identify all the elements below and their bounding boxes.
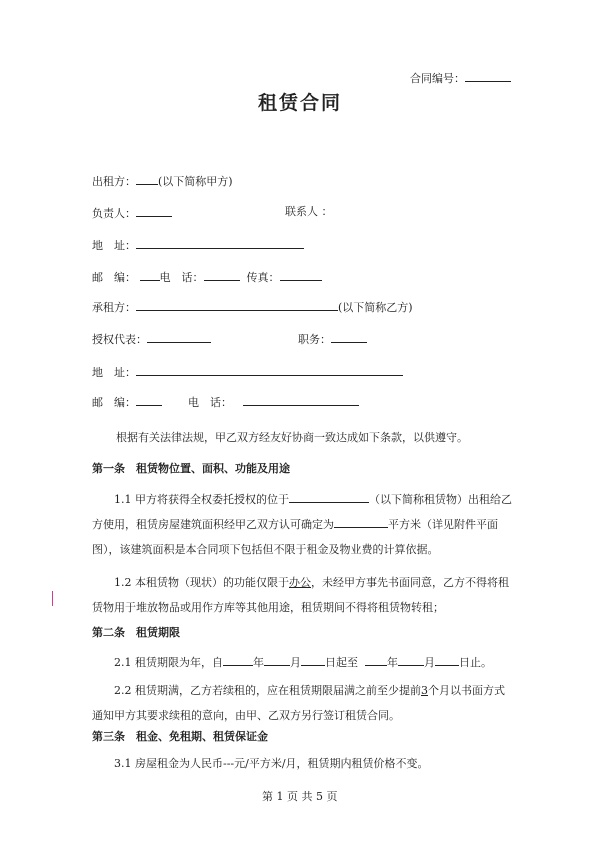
- lessor-contact: 联系人 ：: [285, 205, 333, 218]
- article1-heading: 第一条 租赁物位置、面积、功能及用途: [92, 462, 290, 475]
- start-year-label: 年: [253, 656, 264, 669]
- lessor-postcode-line: [92, 269, 322, 285]
- preamble: 根据有关法律法规，甲乙双方经友好协商一致达成如下条款，以供遵守。: [116, 431, 468, 444]
- lessee-address-label: 地 址：: [92, 366, 136, 379]
- article1-p2-a: 1.2 本租赁物（现状）的功能仅限于: [114, 576, 289, 589]
- lessee-line: [92, 299, 413, 315]
- article2-heading: 第二条 租赁期限: [92, 626, 180, 639]
- lessee-rep-line: [92, 331, 211, 347]
- lessor-name-blank[interactable]: [136, 173, 158, 185]
- contract-number-blank[interactable]: [465, 70, 511, 82]
- end-day-label: 日止。: [459, 656, 492, 669]
- article2-p1-a: 2.1 租赁期限为年，自: [114, 656, 223, 669]
- article1-paragraph2: [92, 570, 512, 620]
- position-blank[interactable]: [331, 331, 367, 343]
- lessor-address-blank[interactable]: [136, 237, 304, 249]
- article2-p2-a: 2.2 租赁期满，乙方若续租的，应在租赁期限届满之前至少提前: [114, 684, 421, 697]
- lessee-address-line: [92, 364, 403, 380]
- permitted-use-value[interactable]: 办公: [289, 576, 311, 589]
- rep-blank[interactable]: [147, 331, 211, 343]
- article2-paragraph1: [114, 654, 492, 670]
- lessee-phone-line: [188, 394, 359, 410]
- contract-number-label: 合同编号：: [410, 72, 465, 85]
- lessor-suffix: (以下简称甲方): [158, 175, 233, 188]
- property-location-blank[interactable]: [289, 491, 369, 503]
- article2-p2-b: 个月以书面方式通知甲方其要求续租的意向，由甲、乙双方另行签订租赁合同。: [92, 684, 505, 722]
- lessor-address-line: [92, 237, 304, 253]
- end-month-label: 月: [424, 656, 435, 669]
- principal-blank[interactable]: [136, 205, 172, 217]
- start-day-label: 日起至: [325, 656, 358, 669]
- page-number: 第 1 页 共 5 页: [262, 790, 338, 803]
- end-month-blank[interactable]: [398, 654, 424, 666]
- article1-p1-a: 1.1 甲方将获得全权委托授权的位于: [114, 493, 289, 506]
- article3-paragraph1: 3.1 房屋租金为人民币---元/平方米/月，租赁期内租赁价格不变。: [114, 757, 429, 770]
- article2-paragraph2: [92, 678, 512, 728]
- start-day-blank[interactable]: [301, 654, 325, 666]
- lessee-phone-blank[interactable]: [243, 394, 359, 406]
- end-day-blank[interactable]: [435, 654, 459, 666]
- lessee-name-blank[interactable]: [136, 299, 338, 311]
- lessee-phone-label: 电 话：: [188, 396, 232, 409]
- start-month-label: 月: [290, 656, 301, 669]
- lessee-position-line: [298, 331, 367, 347]
- contract-number: [410, 70, 511, 86]
- lessor-postcode-label: 邮 编：: [92, 271, 136, 284]
- article1-paragraph1: [92, 487, 512, 562]
- lessor-line: [92, 173, 233, 189]
- lessor-label: 出租方：: [92, 175, 136, 188]
- lessor-phone-label: 电 话：: [159, 271, 204, 284]
- start-year-blank[interactable]: [223, 654, 253, 666]
- lessor-phone-blank[interactable]: [204, 269, 240, 281]
- article1-p1-c: 平方米（详见附件平面图），该建筑面积是本合同项下包括但不限于租金及物业费的计算依据。: [92, 518, 498, 556]
- end-year-label: 年: [387, 656, 398, 669]
- end-year-blank[interactable]: [365, 654, 387, 666]
- lessor-address-label: 地 址：: [92, 239, 136, 252]
- rep-label: 授权代表：: [92, 333, 147, 346]
- lessee-postcode-blank[interactable]: [136, 394, 162, 406]
- article3-heading: 第三条 租金、免租期、租赁保证金: [92, 730, 268, 743]
- text-cursor-mark: [52, 591, 53, 606]
- start-month-blank[interactable]: [264, 654, 290, 666]
- principal-label: 负责人：: [92, 207, 136, 220]
- lessee-address-blank[interactable]: [136, 364, 403, 376]
- lessor-fax-label: 传真：: [246, 271, 280, 284]
- lessee-postcode-label: 邮 编：: [92, 396, 136, 409]
- area-blank[interactable]: [334, 516, 388, 528]
- lessor-fax-blank[interactable]: [280, 269, 322, 281]
- page-title: 租赁合同: [258, 92, 343, 114]
- article1-p2-b: ，未经甲方事先书面同意，乙方不得将租赁物用于堆放物品或用作方库等其他用途，租赁期间不得将租赁物转租；: [92, 576, 509, 614]
- position-label: 职务：: [298, 333, 331, 346]
- lessee-suffix: (以下简称乙方): [338, 301, 413, 314]
- lessee-postcode-line: [92, 394, 162, 410]
- notice-months-value[interactable]: 3: [421, 684, 428, 697]
- article1-p1-b: （以下简称租赁物）出租给乙方使用，租赁房屋建筑面积经甲乙双方认可确定为: [92, 493, 512, 531]
- lessor-postcode-blank[interactable]: [140, 269, 160, 281]
- lessor-principal-line: [92, 205, 172, 221]
- lessee-label: 承租方：: [92, 301, 136, 314]
